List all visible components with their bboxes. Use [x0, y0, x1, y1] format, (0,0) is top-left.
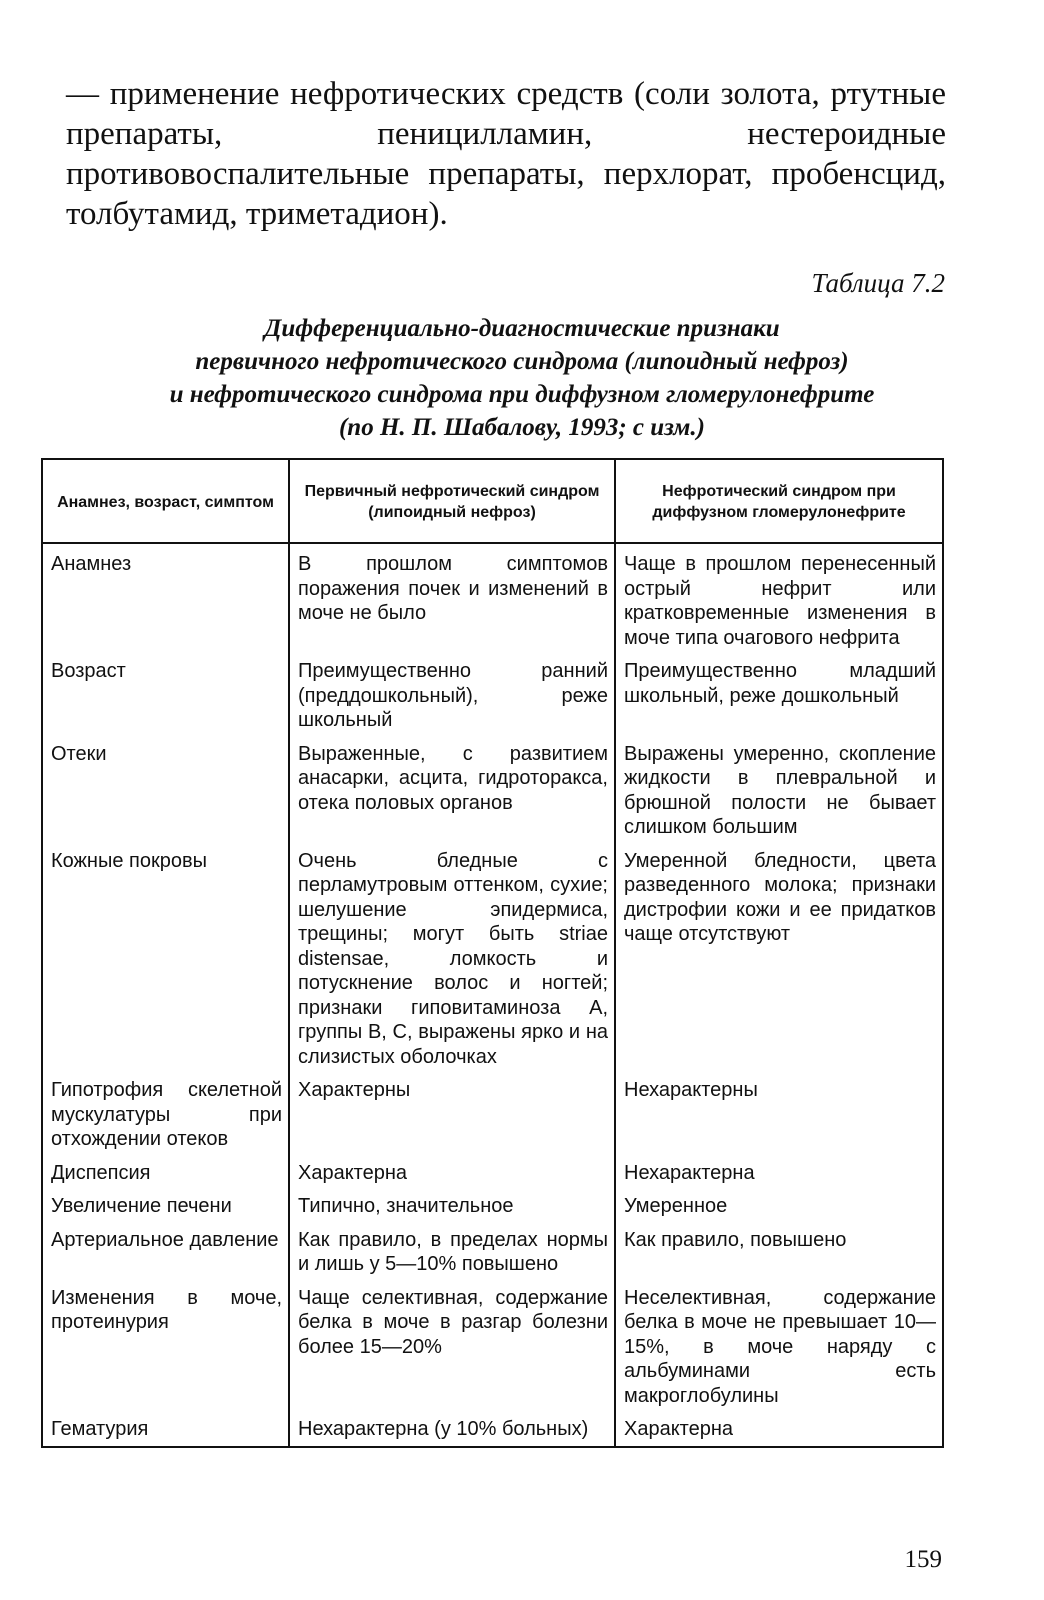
table-row	[42, 1415, 943, 1447]
secondary-cell: Нехарактерны	[615, 1076, 943, 1159]
intro-paragraph: — применение нефротических средств (соли золота, ртутные препараты, пеницилламин, нестероидные противовоспалительные препараты, перхлорат, пробенсцид, толбутамид, триметадион).	[66, 76, 946, 232]
row-label: Анамнез	[42, 543, 289, 657]
row-label: Гипотрофия скелетной мускулатуры при отхождении отеков	[42, 1076, 289, 1159]
table-row	[42, 847, 943, 1077]
secondary-cell: Выражены умеренно, скопление жидкости в плевральной и брюшной полости не бывает слишком большим	[615, 740, 943, 847]
primary-cell: Очень бледные с перламутровым оттенком, сухие; шелушение эпидермиса, трещины; могут быть striae distensae, ломкость и потускнение волос и ногтей; признаки гиповитаминоза А, группы В, С, выражены ярко и на слизистых оболочках	[289, 847, 615, 1077]
table-row	[42, 1226, 943, 1284]
primary-cell: Характерны	[289, 1076, 615, 1159]
secondary-cell: Чаще в прошлом перенесенный острый нефрит или кратковременные изменения в моче типа очагового нефрита	[615, 543, 943, 657]
table-title-line-1: Дифференциально-диагностические признаки	[264, 315, 780, 342]
primary-cell: Чаще селективная, содержание белка в моче в разгар болезни более 15—20%	[289, 1284, 615, 1416]
page-number: 159	[904, 1546, 942, 1573]
row-label: Артериальное давление	[42, 1226, 289, 1284]
row-label: Изменения в моче, протеинурия	[42, 1284, 289, 1416]
table-row	[42, 740, 943, 847]
row-label: Диспепсия	[42, 1159, 289, 1193]
table-header-row	[42, 459, 943, 543]
secondary-cell: Преимущественно младший школьный, реже дошкольный	[615, 657, 943, 740]
table-title-line-3: и нефротического синдрома при диффузном гломерулонефрите	[169, 381, 875, 408]
secondary-cell: Умеренной бледности, цвета разведенного молока; признаки дистрофии кожи и ее придатков чаще отсутствуют	[615, 847, 943, 1077]
table-row	[42, 1076, 943, 1159]
header-symptom: Анамнез, возраст, симптом	[42, 459, 289, 543]
row-label: Возраст	[42, 657, 289, 740]
primary-cell: В прошлом симптомов поражения почек и изменений в моче не было	[289, 543, 615, 657]
row-label: Гематурия	[42, 1415, 289, 1447]
row-label: Кожные покровы	[42, 847, 289, 1077]
row-label: Отеки	[42, 740, 289, 847]
table-title-line-4: (по Н. П. Шабалову, 1993; с изм.)	[338, 414, 705, 441]
table-row	[42, 543, 943, 657]
primary-cell: Выраженные, с развитием анасарки, асцита, гидроторакса, отека половых органов	[289, 740, 615, 847]
primary-cell: Типично, значительное	[289, 1192, 615, 1226]
table-row	[42, 1192, 943, 1226]
secondary-cell: Как правило, повышено	[615, 1226, 943, 1284]
primary-cell: Характерна	[289, 1159, 615, 1193]
primary-cell: Преимущественно ранний (преддошкольный), реже школьный	[289, 657, 615, 740]
table-title	[40, 312, 1004, 444]
header-primary-nephrotic: Первичный нефротический синдром (липоидный нефроз)	[289, 459, 615, 543]
secondary-cell: Характерна	[615, 1415, 943, 1447]
table-row	[42, 657, 943, 740]
row-label: Увеличение печени	[42, 1192, 289, 1226]
differential-diagnosis-table	[41, 458, 944, 1448]
table-label: Таблица 7.2	[811, 268, 945, 298]
secondary-cell: Умеренное	[615, 1192, 943, 1226]
primary-cell: Нехарактерна (у 10% больных)	[289, 1415, 615, 1447]
table-row	[42, 1159, 943, 1193]
primary-cell: Как правило, в пределах нормы и лишь у 5—10% повышено	[289, 1226, 615, 1284]
secondary-cell: Неселективная, содержание белка в моче не превышает 10—15%, в моче наряду с альбуминами есть макроглобулины	[615, 1284, 943, 1416]
header-glomerulonephritis: Нефротический синдром при диффузном гломерулонефрите	[615, 459, 943, 543]
table-row	[42, 1284, 943, 1416]
table-title-line-2: первичного нефротического синдрома (липоидный нефроз)	[195, 348, 849, 375]
secondary-cell: Нехарактерна	[615, 1159, 943, 1193]
